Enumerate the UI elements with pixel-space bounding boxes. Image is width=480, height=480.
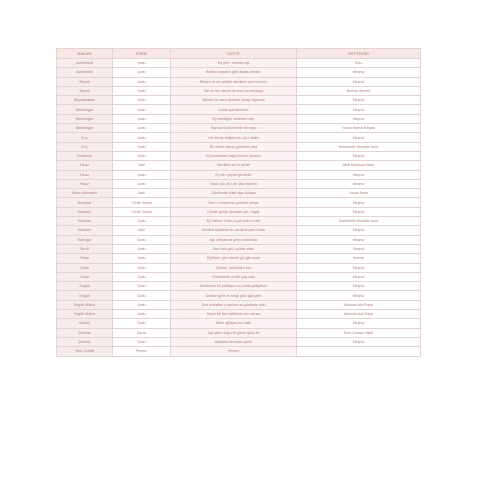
cell-guftekar: Meçhul — [297, 319, 421, 328]
cell-guftekar: Mehmet Akif Paşa — [297, 310, 421, 319]
cell-makam: Tarz-ı Cedid — [57, 347, 113, 356]
cell-gufte: Gönlümde Allah diye dolaşır — [171, 189, 297, 198]
cell-makam: Sultanî — [57, 319, 113, 328]
table-row — [57, 189, 421, 198]
cell-gufte: Söyle bir kez kalbimde sen varsın — [171, 310, 297, 319]
cell-form: Şarkı — [113, 244, 171, 253]
cell-form: Şarkı — [113, 124, 171, 133]
cell-guftekar: Meçhul — [297, 207, 421, 216]
cell-form: Şarkı — [113, 291, 171, 300]
cell-makam: Hüzzam — [57, 226, 113, 235]
cell-form: Şarkı — [113, 179, 171, 188]
cell-form: İlahi — [113, 161, 171, 170]
cell-makam: Beyati — [57, 77, 113, 86]
cell-form: Şarkı — [113, 96, 171, 105]
cell-makam: Segâh — [57, 282, 113, 291]
cell-guftekar: Meçhul — [297, 179, 421, 188]
cell-makam: Saba — [57, 263, 113, 272]
cell-makam: Hicaz Hümayun — [57, 189, 113, 198]
table-row — [57, 347, 421, 356]
cell-gufte: Aşk deryasına giren kurtulmaz — [171, 235, 297, 244]
cell-makam: Karcığar — [57, 235, 113, 244]
cell-guftekar: Meçhul — [297, 114, 421, 123]
cell-makam: Acemkürdi — [57, 59, 113, 68]
table-row — [57, 207, 421, 216]
cell-guftekar: Meçhul — [297, 151, 421, 160]
cell-guftekar: Kemalettin Mustafa İzzet — [297, 142, 421, 151]
cell-guftekar: Meçhul — [297, 96, 421, 105]
header-row — [57, 49, 421, 59]
cell-gufte: Şeb müsellim o şerden ah gözümle oldu — [171, 300, 297, 309]
cell-form: Şarkı — [113, 133, 171, 142]
cell-makam: Acemkürdi — [57, 68, 113, 77]
table-row — [57, 124, 421, 133]
cell-form: Şarkı — [113, 59, 171, 68]
cell-guftekar: Seniha — [297, 254, 421, 263]
cell-gufte: Peşrev — [171, 347, 297, 356]
cell-gufte: Ey şeh-i hüsnün eşi — [171, 59, 297, 68]
table-row — [57, 244, 421, 253]
table-row — [57, 77, 421, 86]
lyrics-table — [56, 48, 421, 357]
cell-guftekar: Meçhul — [297, 282, 421, 291]
cell-makam: Hicaz — [57, 161, 113, 170]
cell-guftekar: Meçhul — [297, 68, 421, 77]
cell-guftekar: Meçhul — [297, 105, 421, 114]
cell-gufte: Dostlar gelir ve sevgi gülü gibi gelir — [171, 291, 297, 300]
cell-guftekar: Kemalettin Mustafa İzzet — [297, 217, 421, 226]
cell-gufte: Var mı her derde derman bu sevdaya — [171, 86, 297, 95]
cell-makam: Hicazkar — [57, 198, 113, 207]
cell-makam: Hicaz — [57, 170, 113, 179]
cell-gufte: Ey dil-i şeyda gönüldür — [171, 170, 297, 179]
cell-makam: Segâh Mâhur — [57, 310, 113, 319]
table-row — [57, 254, 421, 263]
cell-makam: Segâh Mâhur — [57, 300, 113, 309]
cell-gufte: Bilmem ki nasıl dinlerim yarayı diyarına — [171, 96, 297, 105]
table-row — [57, 114, 421, 123]
table-body — [57, 59, 421, 357]
table-row — [57, 226, 421, 235]
cell-gufte: Gülden, bülbülden kim — [171, 263, 297, 272]
cell-makam: Şehnaz — [57, 328, 113, 337]
cell-gufte: Ey hatıra-i Hüsn-ü yar eden o deli — [171, 217, 297, 226]
cell-makam: Hüzzam — [57, 207, 113, 216]
cell-gufte: Doldu ışık fikrimize — [171, 105, 297, 114]
table-row — [57, 217, 421, 226]
cell-makam: Nevâ — [57, 244, 113, 253]
table-row — [57, 105, 421, 114]
cell-gufte: Dinle ağlayan bu kalbi — [171, 319, 297, 328]
cell-gufte: Kaldı çok dil-i zâr yâd eylerim — [171, 179, 297, 188]
cell-guftekar: Yunus Emre — [297, 189, 421, 198]
cell-gufte: Eylüldür, gün döndü gül gibi solar — [171, 254, 297, 263]
cell-guftekar: Meçhul — [297, 170, 421, 179]
cell-makam: Bestenigar — [57, 114, 113, 123]
table-row — [57, 328, 421, 337]
cell-form: Yürük Semai — [113, 198, 171, 207]
table-row — [57, 59, 421, 68]
cell-form: Şarkı — [113, 254, 171, 263]
cell-form: Şarkı — [113, 300, 171, 309]
cell-makam: Bestenigar — [57, 105, 113, 114]
cell-makam: Beyati — [57, 86, 113, 95]
cell-gufte: Aldatma beni eski şiirler — [171, 337, 297, 346]
cell-form: Şarkı — [113, 310, 171, 319]
table-row — [57, 235, 421, 244]
cell-form: Şarkı — [113, 68, 171, 77]
cell-guftekar: Meçhul — [297, 235, 421, 244]
header-form: FORM — [113, 49, 171, 59]
cell-form: İlahi — [113, 226, 171, 235]
cell-makam: Saba — [57, 272, 113, 281]
cell-guftekar: Meçhul — [297, 337, 421, 346]
cell-form: Şarkı — [113, 77, 171, 86]
cell-makam: Hüzzam — [57, 217, 113, 226]
table-row — [57, 151, 421, 160]
cell-guftekar: Burhan Ahmed — [297, 86, 421, 95]
cell-gufte: Seni ben gül-i gülzâr ettim — [171, 244, 297, 253]
cell-gufte: Dönülmez bir yoldayım bu yolda gidiyorum — [171, 282, 297, 291]
cell-guftekar: Abdi Mahmud Hâce — [297, 161, 421, 170]
cell-form: Şarkı — [113, 151, 171, 160]
table-header — [57, 49, 421, 59]
table-row — [57, 86, 421, 95]
cell-gufte: Bir seher bahçe gözlerim olsa — [171, 142, 297, 151]
cell-form: Peşrev — [113, 347, 171, 356]
cell-form: Şarkı — [113, 142, 171, 151]
cell-gufte: Yüz sürüp düştüm bu çöl-i dilden — [171, 133, 297, 142]
cell-form: İlahi — [113, 189, 171, 198]
cell-form: Şarkı — [113, 272, 171, 281]
cell-makam: Şehnaz — [57, 337, 113, 346]
cell-form: Yürük Semai — [113, 207, 171, 216]
cell-makam: Hicaz — [57, 179, 113, 188]
lyrics-table-container — [56, 48, 420, 357]
table-row — [57, 133, 421, 142]
cell-gufte: Ey sevdiğim melekleri hep — [171, 114, 297, 123]
cell-gufte: Gözlerimde inciler yaş oldu — [171, 272, 297, 281]
table-row — [57, 282, 421, 291]
table-row — [57, 198, 421, 207]
table-row — [57, 337, 421, 346]
header-gufte: GÜFTE — [171, 49, 297, 59]
cell-form: Şarkı — [113, 319, 171, 328]
cell-guftekar: Yahya Kemal Beyatlı — [297, 124, 421, 133]
cell-form: Şarkı — [113, 235, 171, 244]
header-makam: MAKAM — [57, 49, 113, 59]
table-row — [57, 310, 421, 319]
table-row — [57, 291, 421, 300]
table-row — [57, 179, 421, 188]
table-row — [57, 170, 421, 179]
header-guftekar: GÜFTEKÂR — [297, 49, 421, 59]
cell-gufte: Mevlâna sırrın içinde — [171, 161, 297, 170]
cell-form: Şarkı — [113, 86, 171, 95]
cell-gufte: Âlem-i hüsnünde gönlüm olmaz — [171, 198, 297, 207]
table-row — [57, 142, 421, 151]
cell-guftekar: - — [297, 347, 421, 356]
cell-makam: Segâh — [57, 291, 113, 300]
cell-gufte: Sayısız hüzünlerinle her şeyi — [171, 124, 297, 133]
cell-form: Durak — [113, 328, 171, 337]
cell-makam: Evç — [57, 133, 113, 142]
cell-guftekar: Meçhul — [297, 272, 421, 281]
cell-form: Şarkı — [113, 337, 171, 346]
cell-gufte: Aşk yâre doğru ile gönül gözü ile — [171, 328, 297, 337]
cell-form: Şarkı — [113, 114, 171, 123]
cell-gufte: Bahtım kapanık gitti ufukta ümidim — [171, 68, 297, 77]
cell-guftekar: Meçhul — [297, 77, 421, 86]
cell-makam: Bestenigar — [57, 124, 113, 133]
cell-guftekar: Emir Osman Hilâlî — [297, 328, 421, 337]
table-row — [57, 68, 421, 77]
cell-form: Şarkı — [113, 105, 171, 114]
cell-guftekar: Meçhul — [297, 263, 421, 272]
cell-guftekar: Meçhul — [297, 226, 421, 235]
cell-guftekar: Meçhul — [297, 244, 421, 253]
cell-makam: Saba — [57, 254, 113, 263]
cell-gufte: Ey muhabbet bağında kim olursun — [171, 151, 297, 160]
cell-makam: Evç — [57, 142, 113, 151]
table-row — [57, 96, 421, 105]
cell-form: Şarkı — [113, 170, 171, 179]
cell-gufte: Bilmem ki ne şekilde derdime çare bulunur — [171, 77, 297, 86]
table-row — [57, 272, 421, 281]
table-row — [57, 300, 421, 309]
cell-gufte: Kimdir görüp ölmeyen yâr-ı nigâr — [171, 207, 297, 216]
table-row — [57, 319, 421, 328]
table-row — [57, 263, 421, 272]
cell-guftekar: Meçhul — [297, 291, 421, 300]
cell-guftekar: Enis — [297, 59, 421, 68]
cell-guftekar: Mehmet Akif Paşa — [297, 300, 421, 309]
cell-guftekar: Meçhul — [297, 133, 421, 142]
cell-guftekar: Meçhul — [297, 198, 421, 207]
cell-form: Şarkı — [113, 217, 171, 226]
cell-form: Şarkı — [113, 263, 171, 272]
cell-makam: Beyatiaraban — [57, 96, 113, 105]
table-row — [57, 161, 421, 170]
cell-gufte: Derdimi söyleme bir derdime çare bulan — [171, 226, 297, 235]
cell-form: Şarkı — [113, 282, 171, 291]
cell-makam: Ferahnak — [57, 151, 113, 160]
